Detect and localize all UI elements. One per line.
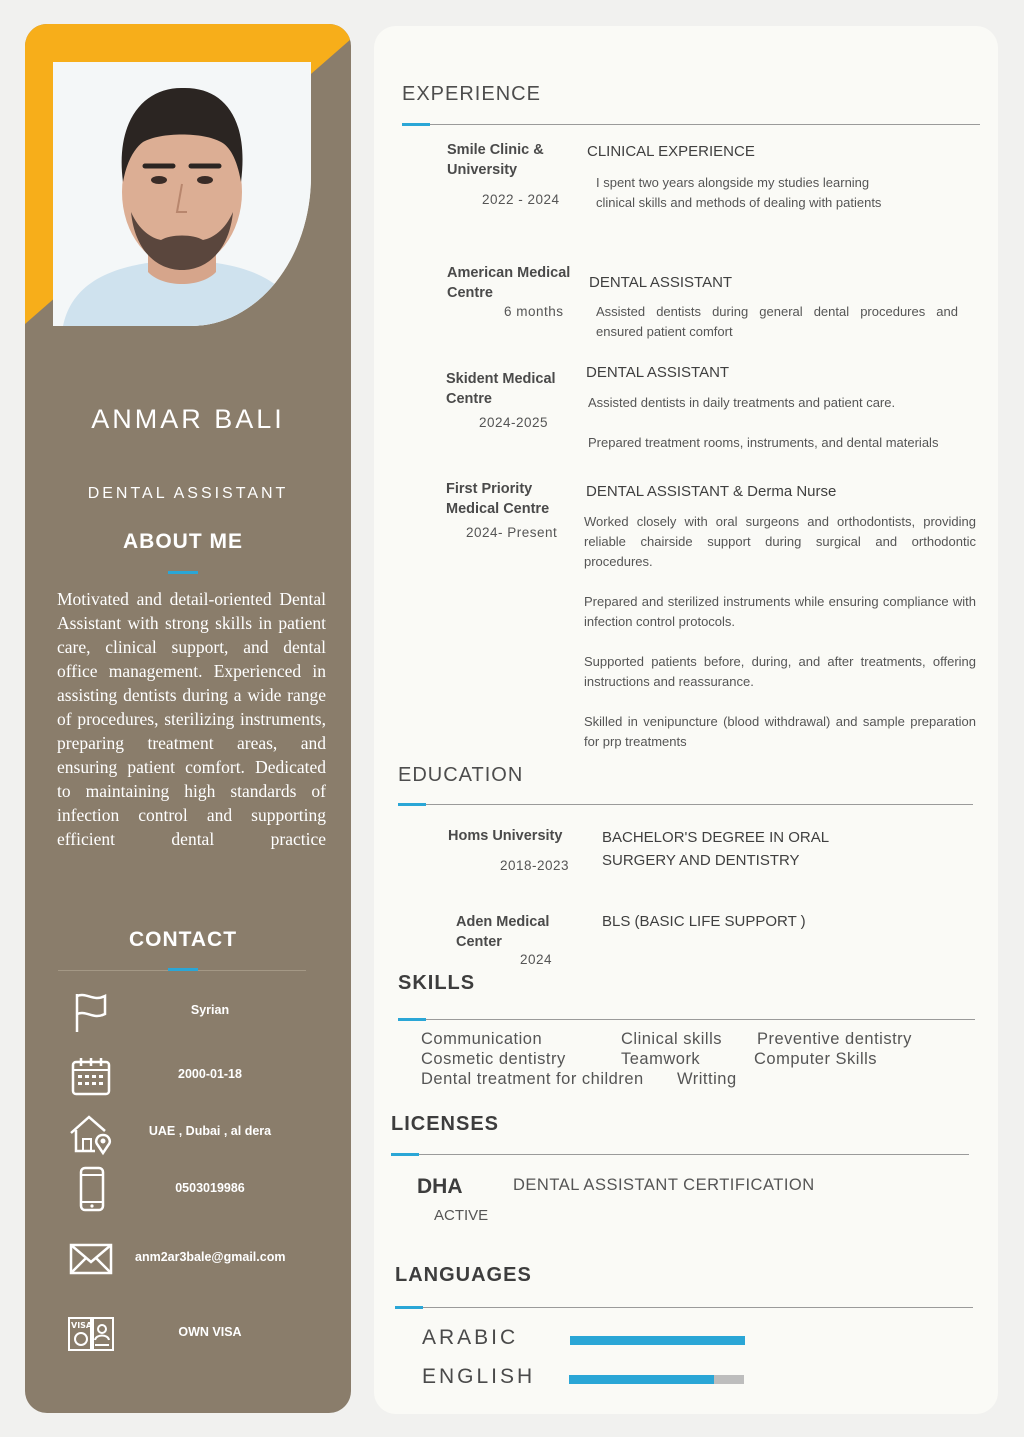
contact-text: 2000-01-18	[178, 1067, 242, 1081]
contact-phone	[25, 1166, 351, 1216]
education-rule	[398, 804, 973, 805]
language-level-fill	[570, 1336, 745, 1345]
skills-heading: SKILLS	[398, 972, 476, 994]
language-level-fill	[569, 1375, 714, 1384]
experience-title: DENTAL ASSISTANT	[586, 364, 730, 381]
experience-org: First Priority Medical Centre	[446, 481, 550, 517]
experience-date: 6 months	[504, 304, 564, 319]
license-authority: DHA	[417, 1175, 463, 1198]
experience-date: 2022 - 2024	[482, 192, 560, 207]
experience-desc: Assisted dentists in daily treatments and patient care.	[588, 395, 896, 410]
home-location-icon	[67, 1109, 115, 1157]
language-level-bar	[570, 1336, 745, 1345]
experience-org: American Medical Centre	[447, 265, 571, 301]
sidebar	[25, 24, 351, 1413]
education-title: BLS (BASIC LIFE SUPPORT )	[602, 913, 806, 930]
experience-date: 2024-2025	[479, 415, 549, 430]
languages-rule	[395, 1307, 973, 1308]
contact-text: Syrian	[190, 1003, 230, 1017]
about-heading-accent	[168, 571, 198, 574]
languages-heading: LANGUAGES	[395, 1264, 532, 1286]
visa-icon	[67, 1310, 115, 1358]
license-status: ACTIVE	[434, 1207, 489, 1224]
profile-name: ANMAR BALI	[91, 404, 285, 434]
flag-icon	[67, 988, 115, 1036]
language-name: ARABIC	[422, 1326, 519, 1349]
calendar-icon	[67, 1052, 115, 1100]
experience-heading: EXPERIENCE	[402, 83, 541, 105]
svg-text:VISA: VISA	[71, 1321, 93, 1330]
experience-date: 2024- Present	[466, 525, 558, 540]
skill-item: Preventive dentistry	[757, 1030, 912, 1048]
experience-title: DENTAL ASSISTANT & Derma Nurse	[586, 483, 837, 500]
contact-nationality	[25, 988, 351, 1038]
contact-heading-accent	[168, 968, 198, 971]
skill-item: Clinical skills	[621, 1030, 723, 1048]
skill-item: Cosmetic dentistry	[421, 1050, 566, 1068]
languages-rule-accent	[395, 1306, 423, 1309]
experience-desc: Supported patients before, during, and after treatments, offering instructions and reassurance.	[584, 654, 976, 689]
contact-text: UAE , Dubai , al dera	[148, 1124, 272, 1138]
contact-visa	[25, 1310, 351, 1360]
education-org: Aden Medical Center	[456, 914, 550, 950]
education-heading: EDUCATION	[398, 764, 524, 786]
licenses-rule-accent	[391, 1153, 419, 1156]
contact-email[interactable]	[25, 1235, 351, 1285]
skill-item: Writting	[677, 1070, 737, 1088]
skills-rule	[398, 1019, 975, 1020]
experience-desc: Assisted dentists during general dental procedures and ensured patient comfort	[596, 304, 958, 339]
experience-desc: Skilled in venipuncture (blood withdrawal) and sample preparation for prp treatments	[584, 714, 976, 749]
experience-desc: Worked closely with oral surgeons and orthodontists, providing reliable chairside support during surgical and orthodontic procedures.	[584, 514, 976, 569]
about-text: Motivated and detail-oriented Dental Assistant with strong skills in patient care, clinical support, and dental office management. Experienced in assisting dentists during a wide range of procedures, sterilizing instruments, preparing treatment areas, and ensuring patient comfort. Dedicated to maintaining high standards of infection control and supporting efficient dental practice	[57, 589, 326, 849]
contact-text: OWN VISA	[178, 1325, 242, 1339]
education-date: 2024	[520, 952, 553, 967]
experience-title: DENTAL ASSISTANT	[589, 274, 733, 291]
phone-icon	[67, 1166, 115, 1214]
contact-address	[25, 1109, 351, 1159]
licenses-heading: LICENSES	[391, 1113, 500, 1135]
education-title: BACHELOR'S DEGREE IN ORAL SURGERY AND DENTISTRY	[602, 829, 829, 869]
experience-org: Smile Clinic & University	[447, 142, 544, 178]
experience-rule-accent	[402, 123, 430, 126]
experience-rule	[402, 124, 980, 125]
skill-item: Dental treatment for children	[421, 1070, 644, 1088]
contact-birthdate	[25, 1052, 351, 1102]
education-org: Homs University	[448, 828, 563, 844]
education-rule-accent	[398, 803, 426, 806]
skill-item: Communication	[421, 1030, 543, 1048]
profile-photo	[53, 62, 311, 326]
about-heading: ABOUT ME	[123, 530, 243, 553]
experience-org: Skident Medical Centre	[446, 371, 556, 407]
experience-desc: Prepared and sterilized instruments while ensuring compliance with infection control protocols.	[584, 594, 976, 629]
language-level-bar	[569, 1375, 744, 1384]
language-name: ENGLISH	[422, 1365, 536, 1388]
experience-desc: Prepared treatment rooms, instruments, and dental materials	[588, 435, 939, 450]
education-date: 2018-2023	[500, 858, 570, 873]
experience-title: CLINICAL EXPERIENCE	[587, 143, 755, 160]
main-content	[374, 26, 998, 1414]
skill-item: Teamwork	[621, 1050, 701, 1068]
contact-text[interactable]: anm2ar3bale@gmail.com	[135, 1250, 286, 1264]
licenses-rule	[391, 1154, 969, 1155]
contact-text: 0503019986	[175, 1181, 245, 1195]
contact-heading: CONTACT	[128, 928, 238, 951]
experience-desc: I spent two years alongside my studies learning clinical skills and methods of dealing with patients	[596, 175, 882, 210]
license-title: DENTAL ASSISTANT CERTIFICATION	[513, 1176, 815, 1194]
mail-icon	[67, 1235, 115, 1283]
skill-item: Computer Skills	[754, 1050, 878, 1068]
skills-rule-accent	[398, 1018, 426, 1021]
profile-role: DENTAL ASSISTANT	[87, 485, 289, 502]
